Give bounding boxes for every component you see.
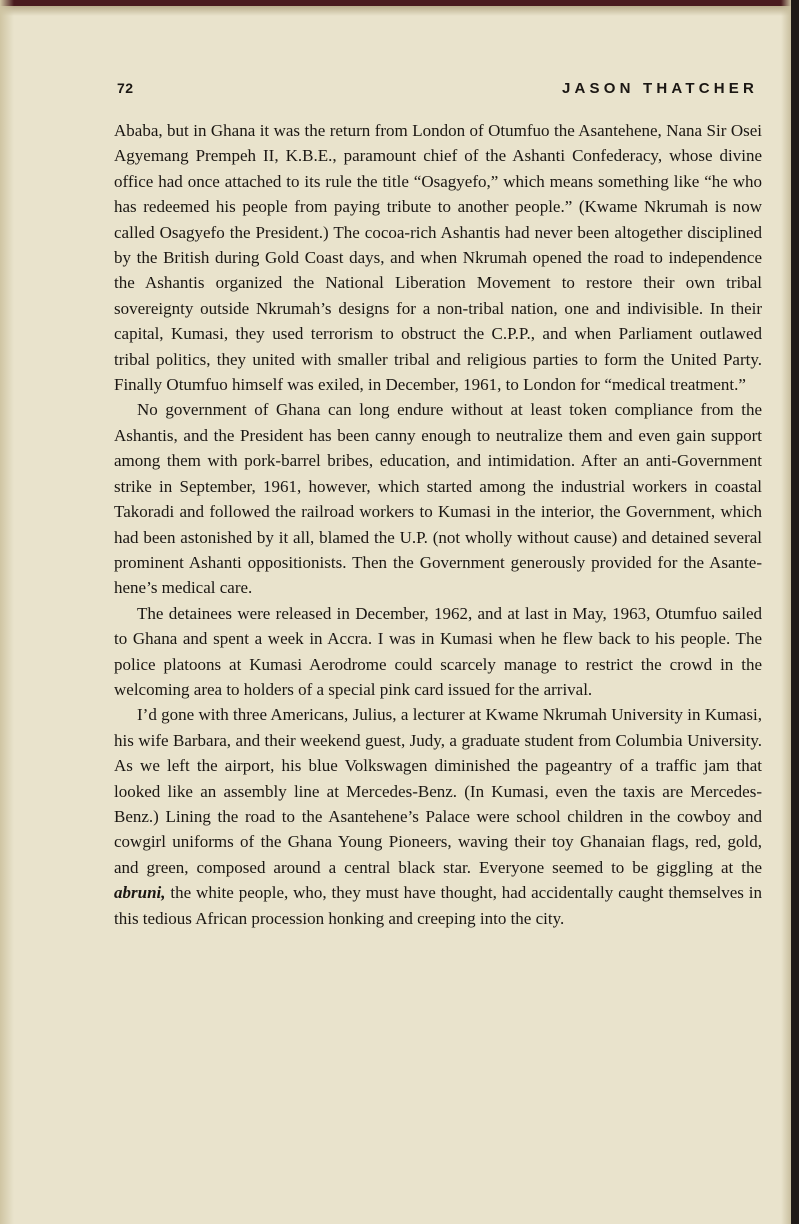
book-page <box>114 72 762 931</box>
paragraph-text: the white people, who, they must have thought, had accidentally caught themselves in this tedious African procession honking and creeping into the city. <box>114 883 762 928</box>
paragraph <box>114 702 762 931</box>
paragraph: Ababa, but in Ghana it was the return from London of Otumfuo the Asantehene, Nana Sir Osei Agyemang Prempeh II, K.B.E., paramount chief of the Ashanti Confederacy, whose divine office had once attached to its rule the title “Osagyefo,” which means something like “he who has redeemed his people from paying tribute to another people.” (Kwame Nkrumah is now called Osagyefo the President.) The cocoa-rich Ashantis had never been altogether disciplined by the British during Gold Coast days, and when Nkrumah opened the road to independence the Ashantis organized the National Liberation Movement to restore their own tribal sovereignty outside Nkrumah’s designs for a non-tribal nation, one and indivisible. In their capital, Kumasi, they used terrorism to obstruct the C.P.P., and when Parliament outlawed tribal politics, they united with smaller tribal and religious parties to form the United Party. Finally Otumfuo himself was exiled, in December, 1961, to London for “medical treatment.” <box>114 121 762 395</box>
running-head-author: JASON THATCHER <box>561 80 758 97</box>
paragraph-text: I’d gone with three Americans, Julius, a lecturer at Kwame Nkrumah University in Kumasi, his wife Barbara, and their weekend guest, Judy, a graduate student from Columbia University. As we left the airport, his blue Volkswagen diminished the pageantry of a traffic jam that looked like an assembly line at Mercedes-Benz. (In Kumasi, even the taxis are Mercedes-Benz.) Lining the road to the Asantehene’s Palace were school children in the cowboy and cowgirl uniforms of the Ghana Young Pioneers, waving their toy Ghanaian flags, red, gold, and green, composed around a central black star. Everyone seemed to be giggling at the <box>114 705 762 877</box>
page-right-shadow <box>781 0 791 1224</box>
body-text <box>114 118 762 931</box>
page-top-shadow <box>0 6 799 16</box>
page-gutter-shadow <box>0 0 14 1224</box>
running-head <box>114 72 762 96</box>
page-number: 72 <box>117 80 134 96</box>
page-right-edge <box>791 0 799 1224</box>
paragraph: No government of Ghana can long endure without at least token compliance from the Ashantis, and the President has been canny enough to neutralize them and even gain support among them with pork-barrel bribes, education, and intimidation. After an anti-Government strike in September, 1961, however, which started among the industrial workers in coastal Takoradi and followed the railroad workers to Kumasi in the interior, the Government, which had been astonished by it all, blamed the U.P. (not wholly without cause) and detained several prominent Ashanti oppositionists. Then the Government generously provided for the Asantehene’s medical care. <box>114 400 762 598</box>
italic-term: abruni, <box>114 883 166 903</box>
paragraph: The detainees were released in December, 1962, and at last in May, 1963, Otumfuo sailed to Ghana and spent a week in Accra. I was in Kumasi when he flew back to his people. The police platoons at Kumasi Aerodrome could scarcely manage to restrict the crowd in the welcoming area to holders of a special pink card issued for the arrival. <box>114 603 762 699</box>
